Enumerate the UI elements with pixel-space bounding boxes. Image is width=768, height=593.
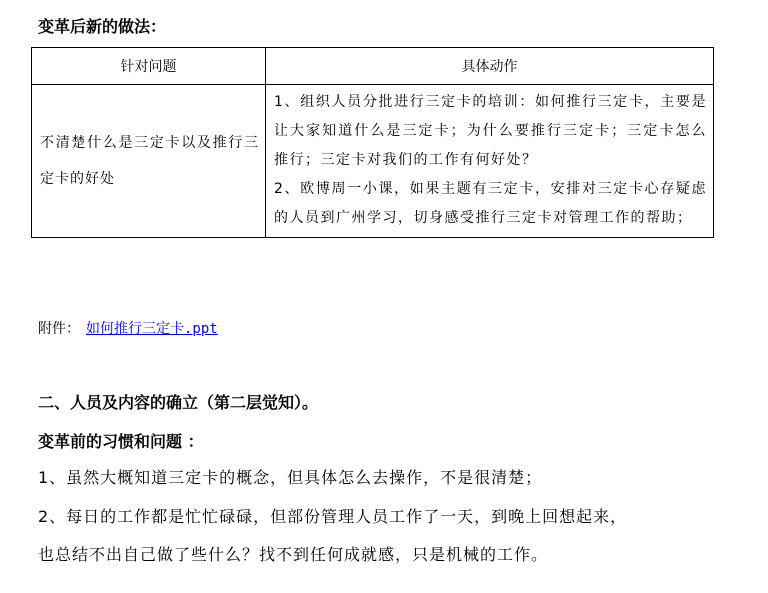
problem-cell: 不清楚什么是三定卡以及推行三定卡的好处 [32, 85, 266, 238]
paragraph-1: 1、虽然大概知道三定卡的概念，但具体怎么去操作，不是很清楚； [38, 468, 543, 487]
attachment-label: 附件： [38, 321, 80, 337]
attachment-line [38, 318, 218, 340]
actions-cell [266, 85, 714, 238]
before-change-heading: 变革前的习惯和问题 ： [38, 432, 204, 451]
header-actions: 具体动作 [266, 48, 714, 85]
action-item-2: 2、欧博周一小课，如果主题有三定卡，安排对三定卡心存疑虑的人员到广州学习，切身感受推行三定卡对管理工作的帮助； [274, 181, 707, 226]
header-problem: 针对问题 [32, 48, 266, 85]
action-plan-table [31, 47, 714, 238]
paragraph-2: 2、每日的工作都是忙忙碌碌，但部份管理人员工作了一天，到晚上回想起来， [38, 507, 628, 526]
table-row [32, 85, 714, 238]
attachment-link[interactable]: 如何推行三定卡.ppt [86, 321, 218, 337]
section-2-heading: 二、人员及内容的确立（第二层觉知）。 [38, 393, 319, 412]
paragraph-3: 也总结不出自己做了些什么？找不到任何成就感，只是机械的工作。 [38, 545, 549, 564]
action-item-1: 1、组织人员分批进行三定卡的培训：如何推行三定卡，主要是让大家知道什么是三定卡；为什么要推行三定卡；三定卡怎么推行；三定卡对我们的工作有何好处？ [274, 94, 707, 168]
after-change-heading: 变革后新的做法： [38, 17, 167, 36]
table-header-row [32, 48, 714, 85]
